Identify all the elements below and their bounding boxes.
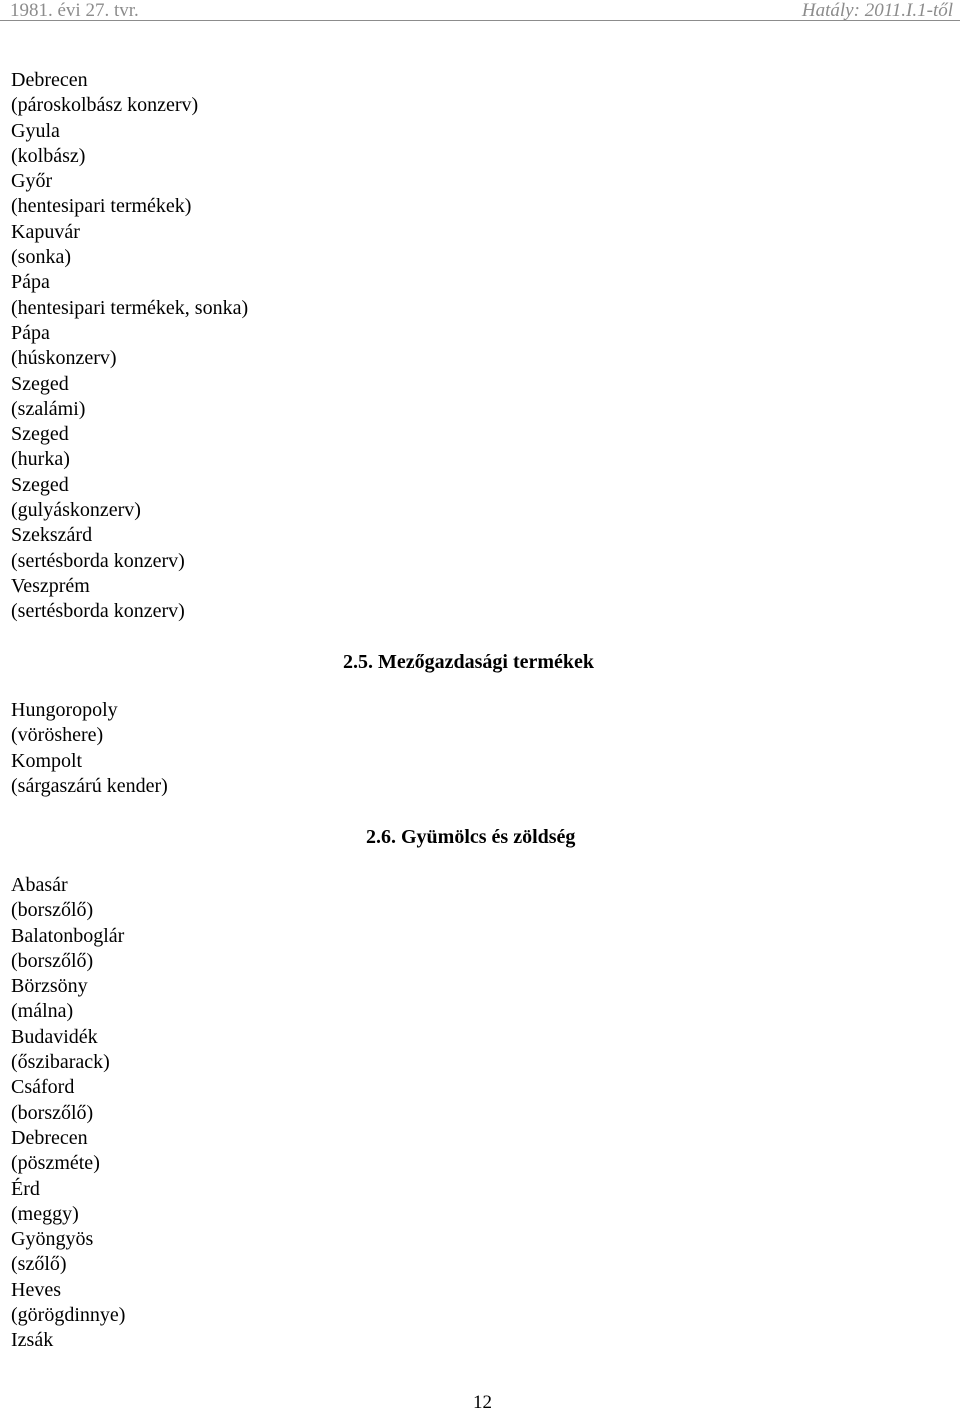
list-item: (gulyáskonzerv) — [11, 499, 141, 522]
list-item: Pápa — [11, 321, 50, 344]
list-item: Heves — [11, 1278, 61, 1301]
page-header — [0, 0, 960, 21]
list-item: Debrecen — [11, 1126, 88, 1149]
list-item: (hentesipari termékek) — [11, 195, 192, 218]
list-item: Gyula — [11, 119, 60, 142]
list-item: (húskonzerv) — [11, 347, 117, 370]
list-item: Pápa — [11, 271, 50, 294]
list-item: (hentesipari termékek, sonka) — [11, 296, 249, 319]
list-item: Gyöngyös — [11, 1228, 94, 1251]
list-item: (sertésborda konzerv) — [11, 549, 185, 572]
fruits-vegetables-list — [11, 873, 125, 1354]
list-item: (sárgaszárú kender) — [11, 774, 168, 797]
list-item: (őszibarack) — [11, 1051, 110, 1074]
list-item: Balatonboglár — [11, 924, 125, 947]
list-item: Győr — [11, 170, 53, 193]
list-item: Szekszárd — [11, 524, 93, 547]
list-item: (borszőlő) — [11, 899, 94, 922]
list-item: Budavidék — [11, 1025, 98, 1048]
list-item: (kolbász) — [11, 144, 86, 167]
header-effective-date: Hatály: 2011.I.1-től — [801, 0, 953, 21]
section-title-fruits-vegetables: 2.6. Gyümölcs és zöldség — [366, 826, 576, 848]
list-item: Kapuvár — [11, 220, 80, 243]
list-item: (málna) — [11, 1000, 74, 1023]
list-item: (sonka) — [11, 246, 71, 269]
list-item: Veszprém — [11, 574, 90, 597]
list-item: Szeged — [11, 423, 69, 446]
list-item: Szeged — [11, 473, 69, 496]
section-title-agricultural-products: 2.5. Mezőgazdasági termékek — [343, 651, 595, 673]
list-item: (szőlő) — [11, 1253, 67, 1276]
header-law-reference: 1981. évi 27. tvr. — [10, 0, 139, 21]
list-item: Hungoropoly — [11, 699, 118, 721]
list-item: (görögdinnye) — [11, 1304, 126, 1327]
page-number: 12 — [473, 1392, 492, 1413]
list-item: Izsák — [11, 1329, 54, 1352]
list-item: (meggy) — [11, 1202, 79, 1225]
meat-products-list — [11, 68, 248, 625]
list-item: (szalámi) — [11, 397, 86, 420]
agricultural-products-list — [11, 698, 168, 799]
list-item: (pöszméte) — [11, 1152, 100, 1175]
list-item: (borszőlő) — [11, 1101, 94, 1124]
list-item: (borszőlő) — [11, 949, 94, 972]
list-item: (vöröshere) — [11, 724, 104, 747]
list-item: Szeged — [11, 372, 69, 395]
list-item: (hurka) — [11, 448, 70, 471]
list-item: Abasár — [11, 874, 68, 896]
list-item: Kompolt — [11, 749, 83, 772]
list-item: (sertésborda konzerv) — [11, 600, 185, 623]
list-item: Érd — [11, 1177, 40, 1200]
list-item: Csáford — [11, 1076, 75, 1099]
list-item: Debrecen — [11, 69, 88, 91]
list-item: (pároskolbász konzerv) — [11, 94, 199, 117]
list-item: Börzsöny — [11, 975, 88, 998]
